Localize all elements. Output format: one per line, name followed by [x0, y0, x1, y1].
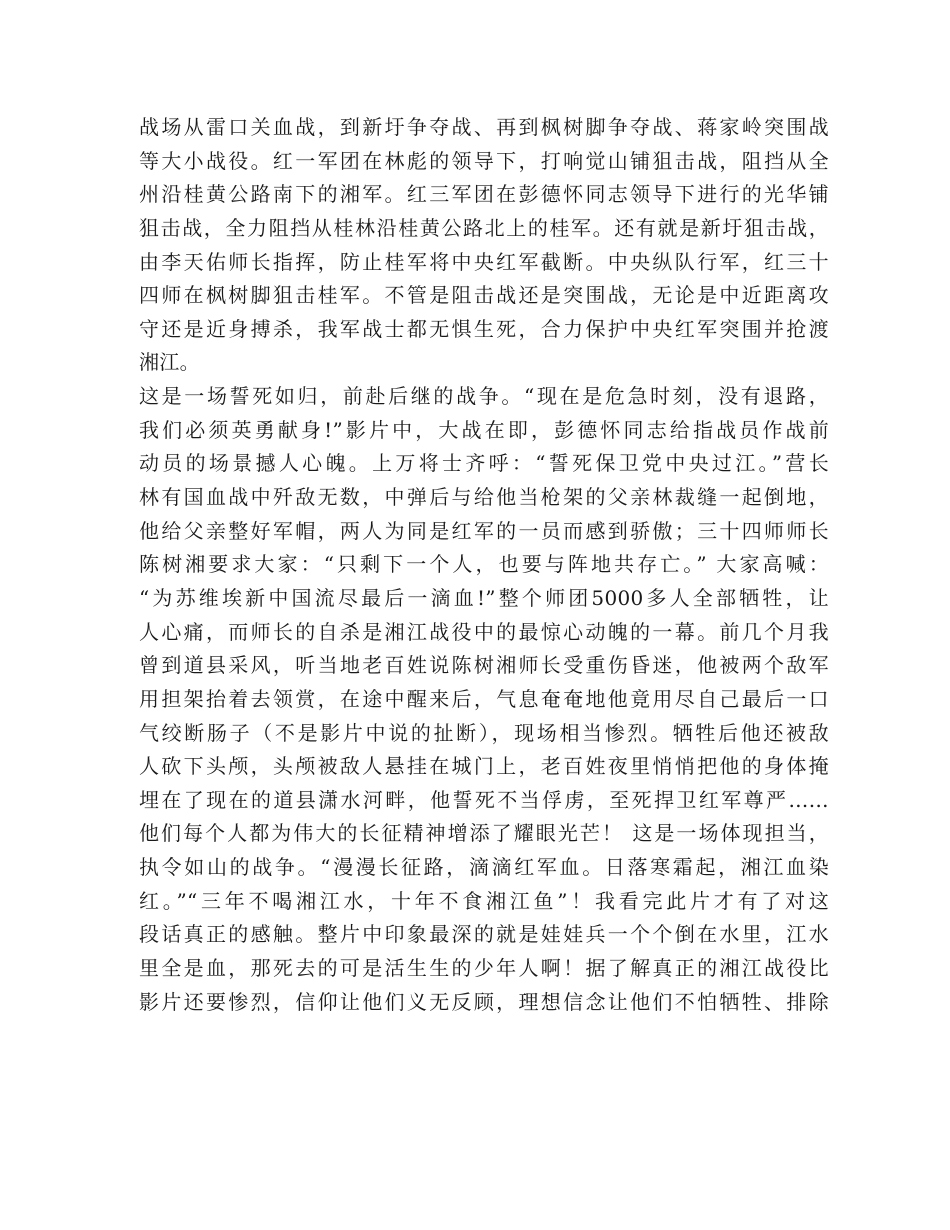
text-line: 他们每个人都为伟大的长征精神增添了耀眼光芒！ 这是一场体现担当， — [139, 821, 829, 846]
body-text — [139, 111, 829, 1019]
text-line: 陈树湘要求大家：“只剩下一个人，也要与阵地共存亡。” 大家高喊： — [139, 552, 829, 577]
text-line: 守还是近身搏杀，我军战士都无惧生死，合力保护中央红军突围并抢渡 — [139, 316, 829, 341]
text-line: 埋在了现在的道县潇水河畔，他誓死不当俘虏，至死捍卫红军尊严…… — [139, 787, 829, 812]
text-line: 我们必须英勇献身!”影片中，大战在即，彭德怀同志给指战员作战前 — [139, 417, 829, 442]
text-line: “为苏维埃新中国流尽最后一滴血!”整个师团5000多人全部牺牲，让 — [139, 585, 829, 610]
text-line: 段话真正的感触。整片中印象最深的就是娃娃兵一个个倒在水里，江水 — [139, 922, 829, 947]
text-line: 红。”“三年不喝湘江水，十年不食湘江鱼”！我看完此片才有了对这 — [139, 888, 829, 913]
text-line: 气绞断肠子（不是影片中说的扯断），现场相当惨烈。牺牲后他还被敌 — [139, 720, 829, 745]
text-line: 人砍下头颅，头颅被敌人悬挂在城门上，老百姓夜里悄悄把他的身体掩 — [139, 754, 829, 779]
text-line: 人心痛，而师长的自杀是湘江战役中的最惊心动魄的一幕。前几个月我 — [139, 619, 829, 644]
text-line: 这是一场誓死如归，前赴后继的战争。“现在是危急时刻，没有退路， — [139, 384, 829, 409]
text-line: 等大小战役。红一军团在林彪的领导下，打响觉山铺狙击战，阻挡从全 — [139, 148, 829, 173]
text-line: 狙击战，全力阻挡从桂林沿桂黄公路北上的桂军。还有就是新圩狙击战， — [139, 215, 829, 240]
text-line: 州沿桂黄公路南下的湘军。红三军团在彭德怀同志领导下进行的光华铺 — [139, 182, 829, 207]
text-line: 他给父亲整好军帽，两人为同是红军的一员而感到骄傲；三十四师师长 — [139, 518, 829, 543]
text-line: 林有国血战中歼敌无数，中弹后与给他当枪架的父亲林裁缝一起倒地， — [139, 485, 829, 510]
text-line: 里全是血，那死去的可是活生生的少年人啊！据了解真正的湘江战役比 — [139, 956, 829, 981]
text-line: 影片还要惨烈，信仰让他们义无反顾，理想信念让他们不怕牺牲、排除 — [139, 989, 829, 1014]
text-line: 动员的场景撼人心魄。上万将士齐呼：“誓死保卫党中央过江。”营长 — [139, 451, 829, 476]
text-line: 四师在枫树脚狙击桂军。不管是阻击战还是突围战，无论是中近距离攻 — [139, 283, 829, 308]
text-line: 由李天佑师长指挥，防止桂军将中央红军截断。中央纵队行军，红三十 — [139, 249, 829, 274]
text-line: 用担架抬着去领赏，在途中醒来后，气息奄奄地他竟用尽自己最后一口 — [139, 686, 829, 711]
text-line: 执令如山的战争。“漫漫长征路，滴滴红军血。日落寒霜起，湘江血染 — [139, 855, 829, 880]
text-line: 湘江。 — [139, 350, 200, 375]
text-line: 战场从雷口关血战，到新圩争夺战、再到枫树脚争夺战、蒋家岭突围战 — [139, 115, 829, 139]
text-line: 曾到道县采风，听当地老百姓说陈树湘师长受重伤昏迷，他被两个敌军 — [139, 653, 829, 678]
